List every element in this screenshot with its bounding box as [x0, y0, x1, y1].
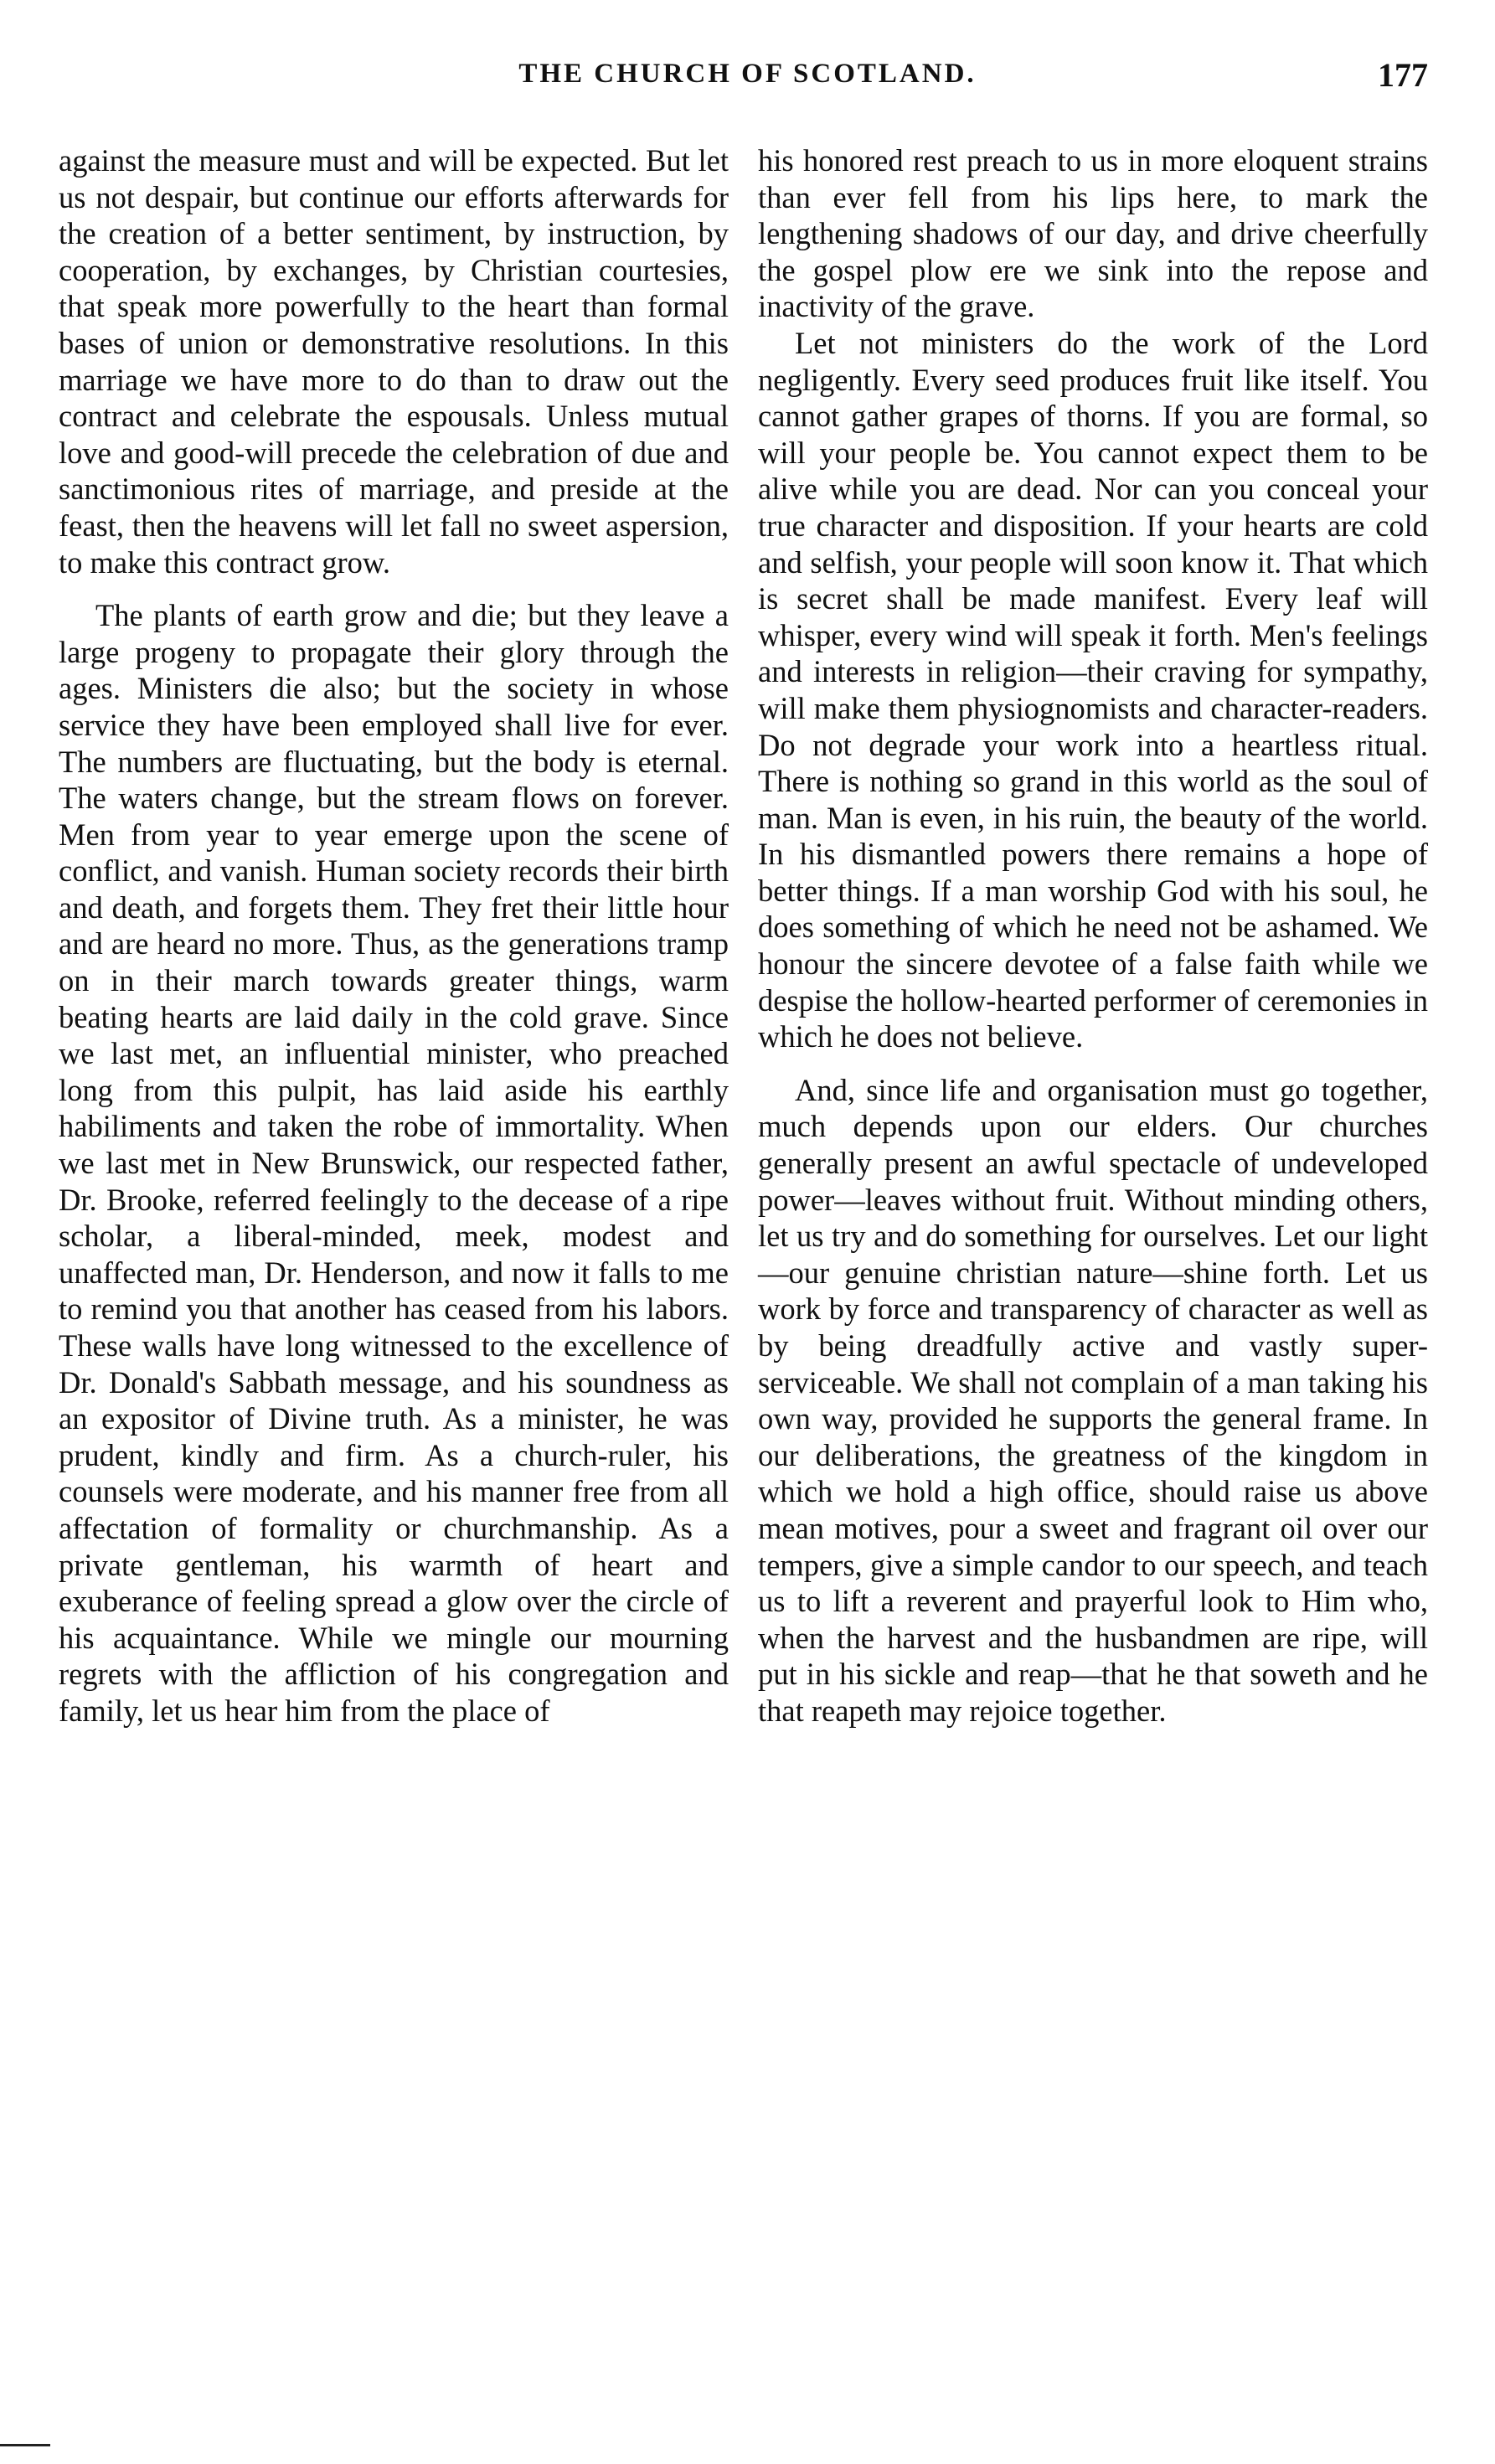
page-edge-mark	[0, 2444, 50, 2446]
running-head	[0, 56, 1495, 109]
paragraph: Let not ministers do the work of the Lord negligently. Every seed produces fruit like itself. You cannot gather grapes of thorns. If you are formal, so will your people be. You cannot expect them to be alive while you are dead. Nor can you conceal your true character and disposition. If your hearts are cold and selfish, your people will soon know it. That which is secret shall be made manifest. Every leaf will whisper, every wind will speak it forth. Men's feelings and interests in religion—their craving for sympathy, will make them physiognomists and character-readers. Do not degrade your work into a heartless ritual. There is nothing so grand in this world as the soul of man. Man is even, in his ruin, the beauty of the world. In his dismantled powers there remains a hope of better things. If a man worship God with his soul, he does something of which he need not be ashamed. We honour the sincere devotee of a false faith while we despise the hollow-hearted performer of ceremonies in which he does not believe.	[758, 325, 1428, 1054]
paragraph: against the measure must and will be expected. But let us not despair, but continue our efforts afterwards for the creation of a better sentiment, by instruction, by cooperation, by exchanges, by Christian courtesies, that speak more powerfully to the heart than formal bases of union or demonstrative resolutions. In this marriage we have more to do than to draw out the contract and celebrate the espousals. Unless mutual love and good-will precede the celebration of due and sanctimonious rites of marriage, and preside at the feast, then the heavens will let fall no sweet aspersion, to make this contract grow.	[59, 143, 729, 580]
paragraph: his honored rest preach to us in more eloquent strains than ever fell from his lips here, to mark the lengthening shadows of our day, and drive cheerfully the gospel plow ere we sink into the repose and inactivity of the grave.	[758, 143, 1428, 324]
right-column	[758, 142, 1428, 1729]
page-number: 177	[1378, 56, 1428, 94]
paragraph: The plants of earth grow and die; but they leave a large progeny to propagate their glory through the ages. Ministers die also; but the society in whose service they have been employed shall live for ever. The numbers are fluctuating, but the body is eternal. The waters change, but the stream flows on forever. Men from year to year emerge upon the scene of conflict, and vanish. Human society records their birth and death, and forgets them. They fret their little hour and are heard no more. Thus, as the generations tramp on in their march towards greater things, warm beating hearts are laid daily in the cold grave. Since we last met, an influential minister, who preached long from this pulpit, has laid aside his earthly habiliments and taken the robe of immortality. When we last met in New Brunswick, our respected father, Dr. Brooke, referred feelingly to the decease of a ripe scholar, a liberal-minded, meek, modest and unaffected man, Dr. Henderson, and now it falls to me to remind you that another has ceased from his labors. These walls have long witnessed to the excellence of Dr. Donald's Sabbath message, and his soundness as an expositor of Divine truth. As a minister, he was prudent, kindly and firm. As a church-ruler, his counsels were moderate, and his manner free from all affectation of formality or churchmanship. As a private gentleman, his warmth of heart and exuberance of feeling spread a glow over the circle of his acquaintance. While we mingle our mourning regrets with the affliction of his congregation and family, let us hear him from the place of	[59, 598, 729, 1728]
running-title: THE CHURCH OF SCOTLAND.	[518, 59, 977, 89]
left-column	[59, 142, 729, 1729]
paragraph: And, since life and organisation must go together, much depends upon our elders. Our churches generally present an awful spectacle of undeveloped power—leaves without fruit. Without minding others, let us try and do something for ourselves. Let our light—our genuine christian nature—shine forth. Let us work by force and transparency of character as well as by being dreadfully active and vastly super-serviceable. We shall not complain of a man taking his own way, provided he supports the general frame. In our deliberations, the greatness of the kingdom in which we hold a high office, should raise us above mean motives, pour a sweet and fragrant oil over our tempers, give a simple candor to our speech, and teach us to lift a reverent and prayerful look to Him who, when the harvest and the husbandmen are ripe, will put in his sickle and reap—that he that soweth and he that reapeth may rejoice together.	[758, 1072, 1428, 1728]
